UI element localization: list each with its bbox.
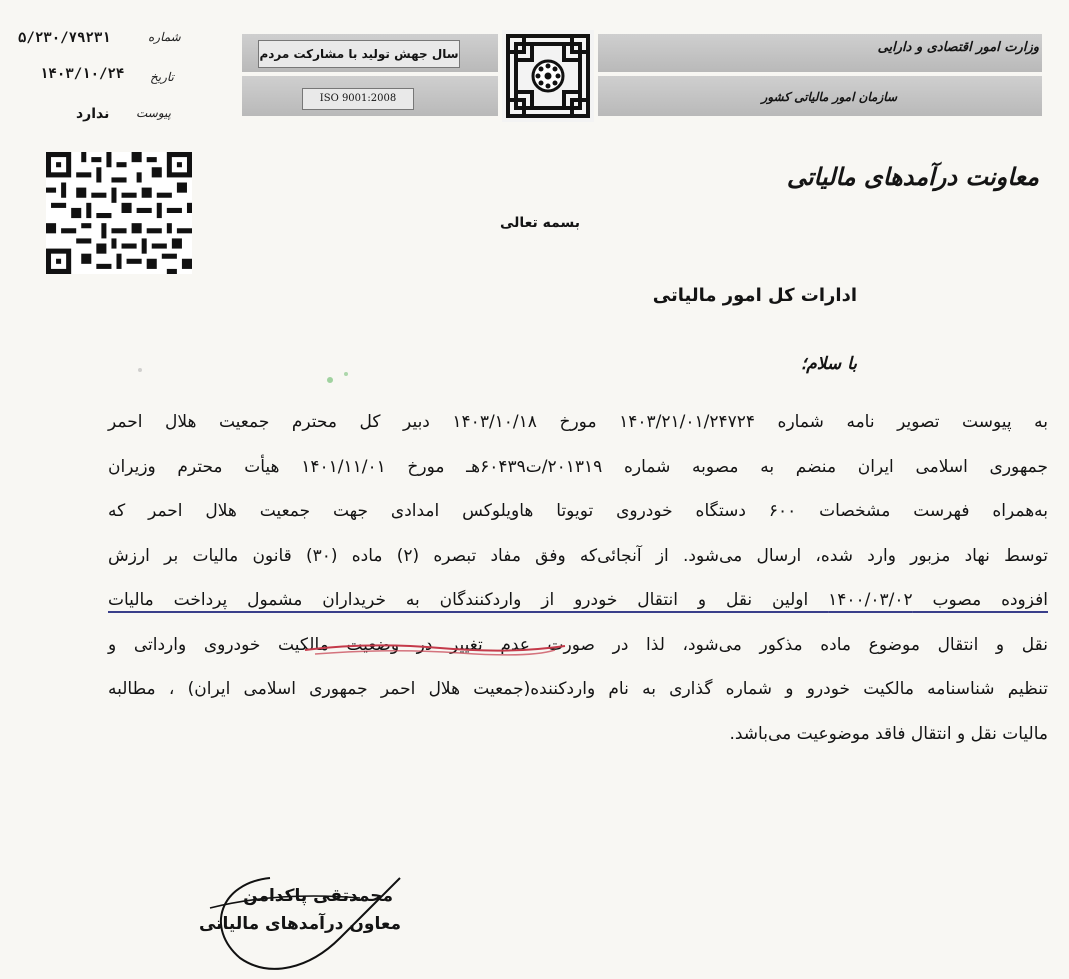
letter-date: ۱۴۰۳/۱۰/۲۴ [40, 66, 125, 82]
number-label: شماره [148, 30, 181, 44]
tax-organization-emblem-icon [502, 30, 594, 122]
qr-code-icon [46, 152, 192, 274]
letter-number: ۵/۲۳۰/۷۹۲۳۱ [18, 30, 111, 46]
body-line-7: تنظیم شناسنامه مالکیت خودرو و شماره گذاری به نام واردکننده(جمعیت هلال احمر جمهوری اسلامی ایران) ، مطالبه [108, 679, 1048, 699]
body-line-4: توسط نهاد مزبور وارد شده، ارسال می‌شود. از آنجائی‌که وفق مفاد تبصره (۲) ماده (۳۰) قانون مالیات بر ارزش [108, 545, 1049, 566]
date-label: تاریخ [150, 70, 174, 84]
red-underline-mark-icon [300, 638, 570, 658]
addressee: ادارات کل امور مالیاتی [652, 285, 857, 306]
signatory-name: محمدتقی پاکدامن [243, 886, 393, 906]
body-line-8: مالیات نقل و انتقال فاقد موضوعیت می‌باشد. [729, 723, 1048, 744]
bismillah: بسمه تعالی [499, 215, 581, 231]
greeting: با سلام؛ [800, 354, 857, 374]
letter-body [108, 400, 1048, 756]
ministry-name: وزارت امور اقتصادی و دارایی [877, 40, 1039, 55]
department-title: معاونت درآمدهای مالیاتی [786, 162, 1039, 191]
attachment-label: پیوست [136, 106, 171, 120]
signatory-title: معاون درآمدهای مالیاتی [198, 914, 401, 934]
body-line-3: به‌همراه فهرست مشخصات ۶۰۰ دستگاه خودروی تویوتا هاویلوکس امدادی جهت جمعیت هلال احمر که [108, 501, 1048, 521]
organization-name: سازمان امور مالیاتی کشور [761, 90, 897, 104]
year-motto: سال جهش تولید با مشارکت مردم [258, 40, 460, 68]
body-line-2: جمهوری اسلامی ایران منضم به مصوبه شماره ۲۰۱۳۱۹/ت۶۰۴۳۹هـ مورخ ۱۴۰۱/۱۱/۰۱ هیأت محترم وزیران [108, 456, 1049, 477]
body-line-5: افزوده مصوب ۱۴۰۰/۰۳/۰۲ اولین نقل و انتقال خودرو از واردکنندگان به خریداران مشمول پرداخت مالیات [108, 590, 1048, 610]
body-line-1: به پیوست تصویر نامه شماره ۱۴۰۳/۲۱/۰۱/۲۴۷۲۴ مورخ ۱۴۰۳/۱۰/۱۸ دبیر کل محترم جمعیت هلال احمر [108, 412, 1049, 432]
iso-certification: ISO 9001:2008 [302, 88, 414, 110]
attachment-value: ندارد [76, 106, 110, 122]
scan-artifact-icon [120, 360, 380, 390]
body-line-6: نقل و انتقال موضوع ماده مذکور می‌شود، لذا در صورت عدم تغییر در وضعیت مالکیت خودروی وارداتی و [108, 634, 1048, 655]
